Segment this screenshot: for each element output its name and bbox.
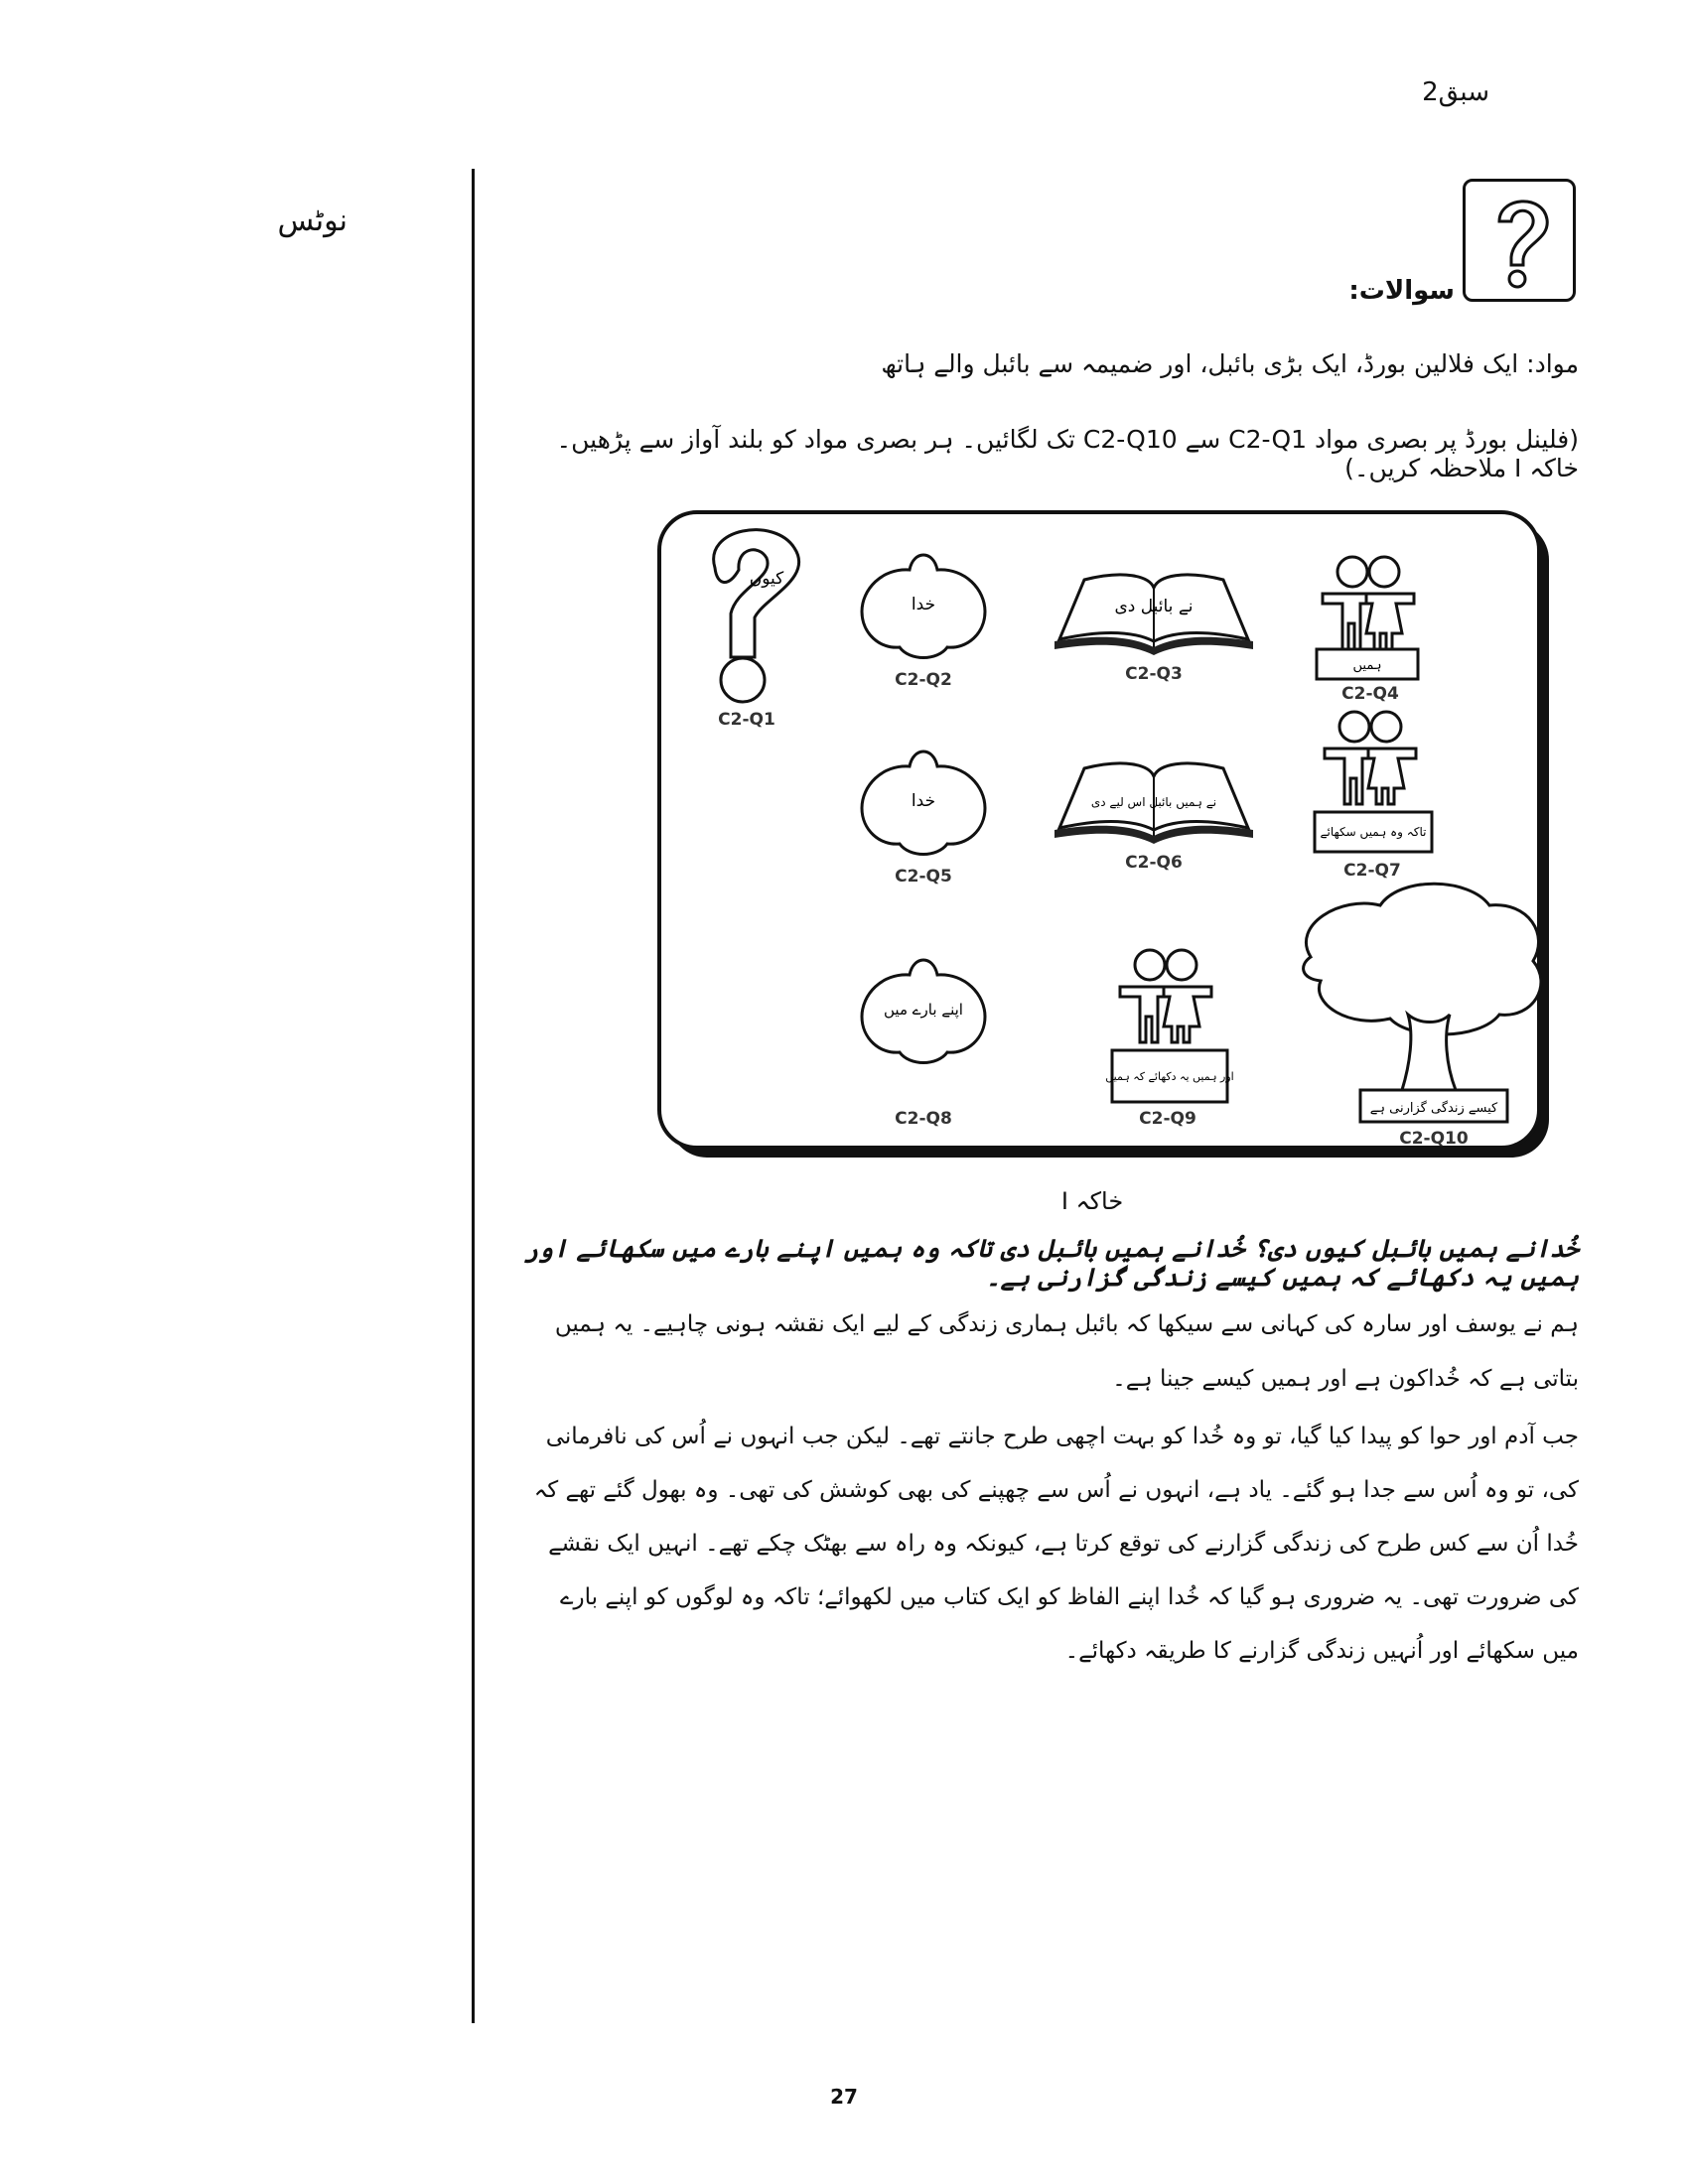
figure-item-q9-code: C2-Q9 [1139, 1109, 1196, 1129]
figure-item-q3-text: نے بائبل دی [1114, 597, 1194, 616]
figure-item-q1-text: کیوں [749, 569, 784, 589]
margin-divider [472, 169, 475, 2023]
page-number: 27 [830, 2085, 858, 2109]
figure-item-q10-code: C2-Q10 [1399, 1129, 1469, 1149]
materials-line: مواد: ایک فلالین بورڈ، ایک بڑی بائبل، اور ضمیمہ سے بائبل والے ہاتھ [881, 349, 1579, 378]
figure-item-q10-text: کیسے زندگی گزارنی ہے [1369, 1101, 1498, 1116]
figure-item-q6-code: C2-Q6 [1125, 853, 1183, 873]
figure-item-q1-code: C2-Q1 [718, 710, 775, 730]
lesson-header: سبق2 [1422, 77, 1489, 107]
figure-item-q5-text: خدا [911, 791, 936, 811]
paragraph-2: جب آدم اور حوا کو پیدا کیا گیا، تو وہ خُدا کو بہت اچھی طرح جانتے تھے۔ لیکن جب انہوں نے اُس کی نافرمانی کی، تو وہ اُس سے جدا ہو گئے۔ یاد ہے، انہوں نے اُس سے چھپنے کی بھی کوشش کی تھی۔ وہ بھول گئے تھے کہ خُدا اُن سے کس طرح کی زندگی گزارنے کی توقع کرتا ہے، کیونکہ وہ راہ سے بھٹک چکے تھے۔ انہیں ایک نقشے کی ضرورت تھی۔ یہ ضروری ہو گیا کہ خُدا اپنے الفاظ کو ایک کتاب میں لکھوائے؛ تاکہ وہ لوگوں کو اپنے بارے میں سکھائے اور اُنہیں زندگی گزارنے کا طریقہ دکھائے۔ [533, 1424, 1579, 1664]
lesson-heading: خُدانے ہمیں بائبل کیوں دی؟ خُدانے ہمیں بائبل دی تاکہ وہ ہمیں اپنے بارے میں سکھائے اور ہمیں یہ دکھائے کہ ہمیں کیسے زندگی گزارنی ہے۔ [523, 1234, 1579, 1292]
figure-item-q7-code: C2-Q7 [1343, 861, 1401, 881]
figure-item-q8-code: C2-Q8 [895, 1109, 952, 1129]
figure-item-q9-text: اور ہمیں یہ دکھائے کہ ہمیں [1105, 1070, 1234, 1083]
figure-caption: خاکہ I [1060, 1187, 1124, 1215]
paragraph-1: ہم نے یوسف اور سارہ کی کہانی سے سیکھا کہ بائبل ہماری زندگی کے لیے ایک نقشہ ہونی چاہیے۔ یہ ہمیں بتاتی ہے کہ خُداکون ہے اور ہمیں کیسے جینا ہے۔ [554, 1311, 1579, 1392]
figure-item-q2-code: C2-Q2 [895, 670, 952, 690]
figure-illustration [655, 508, 1559, 1168]
figure-item-q4-code: C2-Q4 [1341, 684, 1399, 704]
figure-item-q4-text: ہمیں [1352, 658, 1382, 673]
figure-item-q2-text: خدا [911, 595, 936, 614]
figure-item-q5-code: C2-Q5 [895, 867, 952, 887]
section-title: سوالات: [1348, 276, 1455, 306]
question-mark-icon [1463, 179, 1576, 302]
figure-item-q3-code: C2-Q3 [1125, 664, 1183, 684]
notes-label: نوٹس [277, 204, 348, 238]
figure-item-q8-text: اپنے بارے میں [884, 1001, 963, 1019]
instructions-line: (فلینل بورڈ پر بصری مواد C2-Q1 سے C2-Q10 تک لگائیں۔ ہر بصری مواد کو بلند آواز سے پڑھیں۔ خاکہ I ملاحظہ کریں۔) [556, 425, 1579, 482]
figure-item-q6-text: نے ہمیں بائبل اس لیے دی [1090, 795, 1217, 809]
figure-item-q7-text: تاکہ وہ ہمیں سکھائے [1320, 825, 1427, 839]
